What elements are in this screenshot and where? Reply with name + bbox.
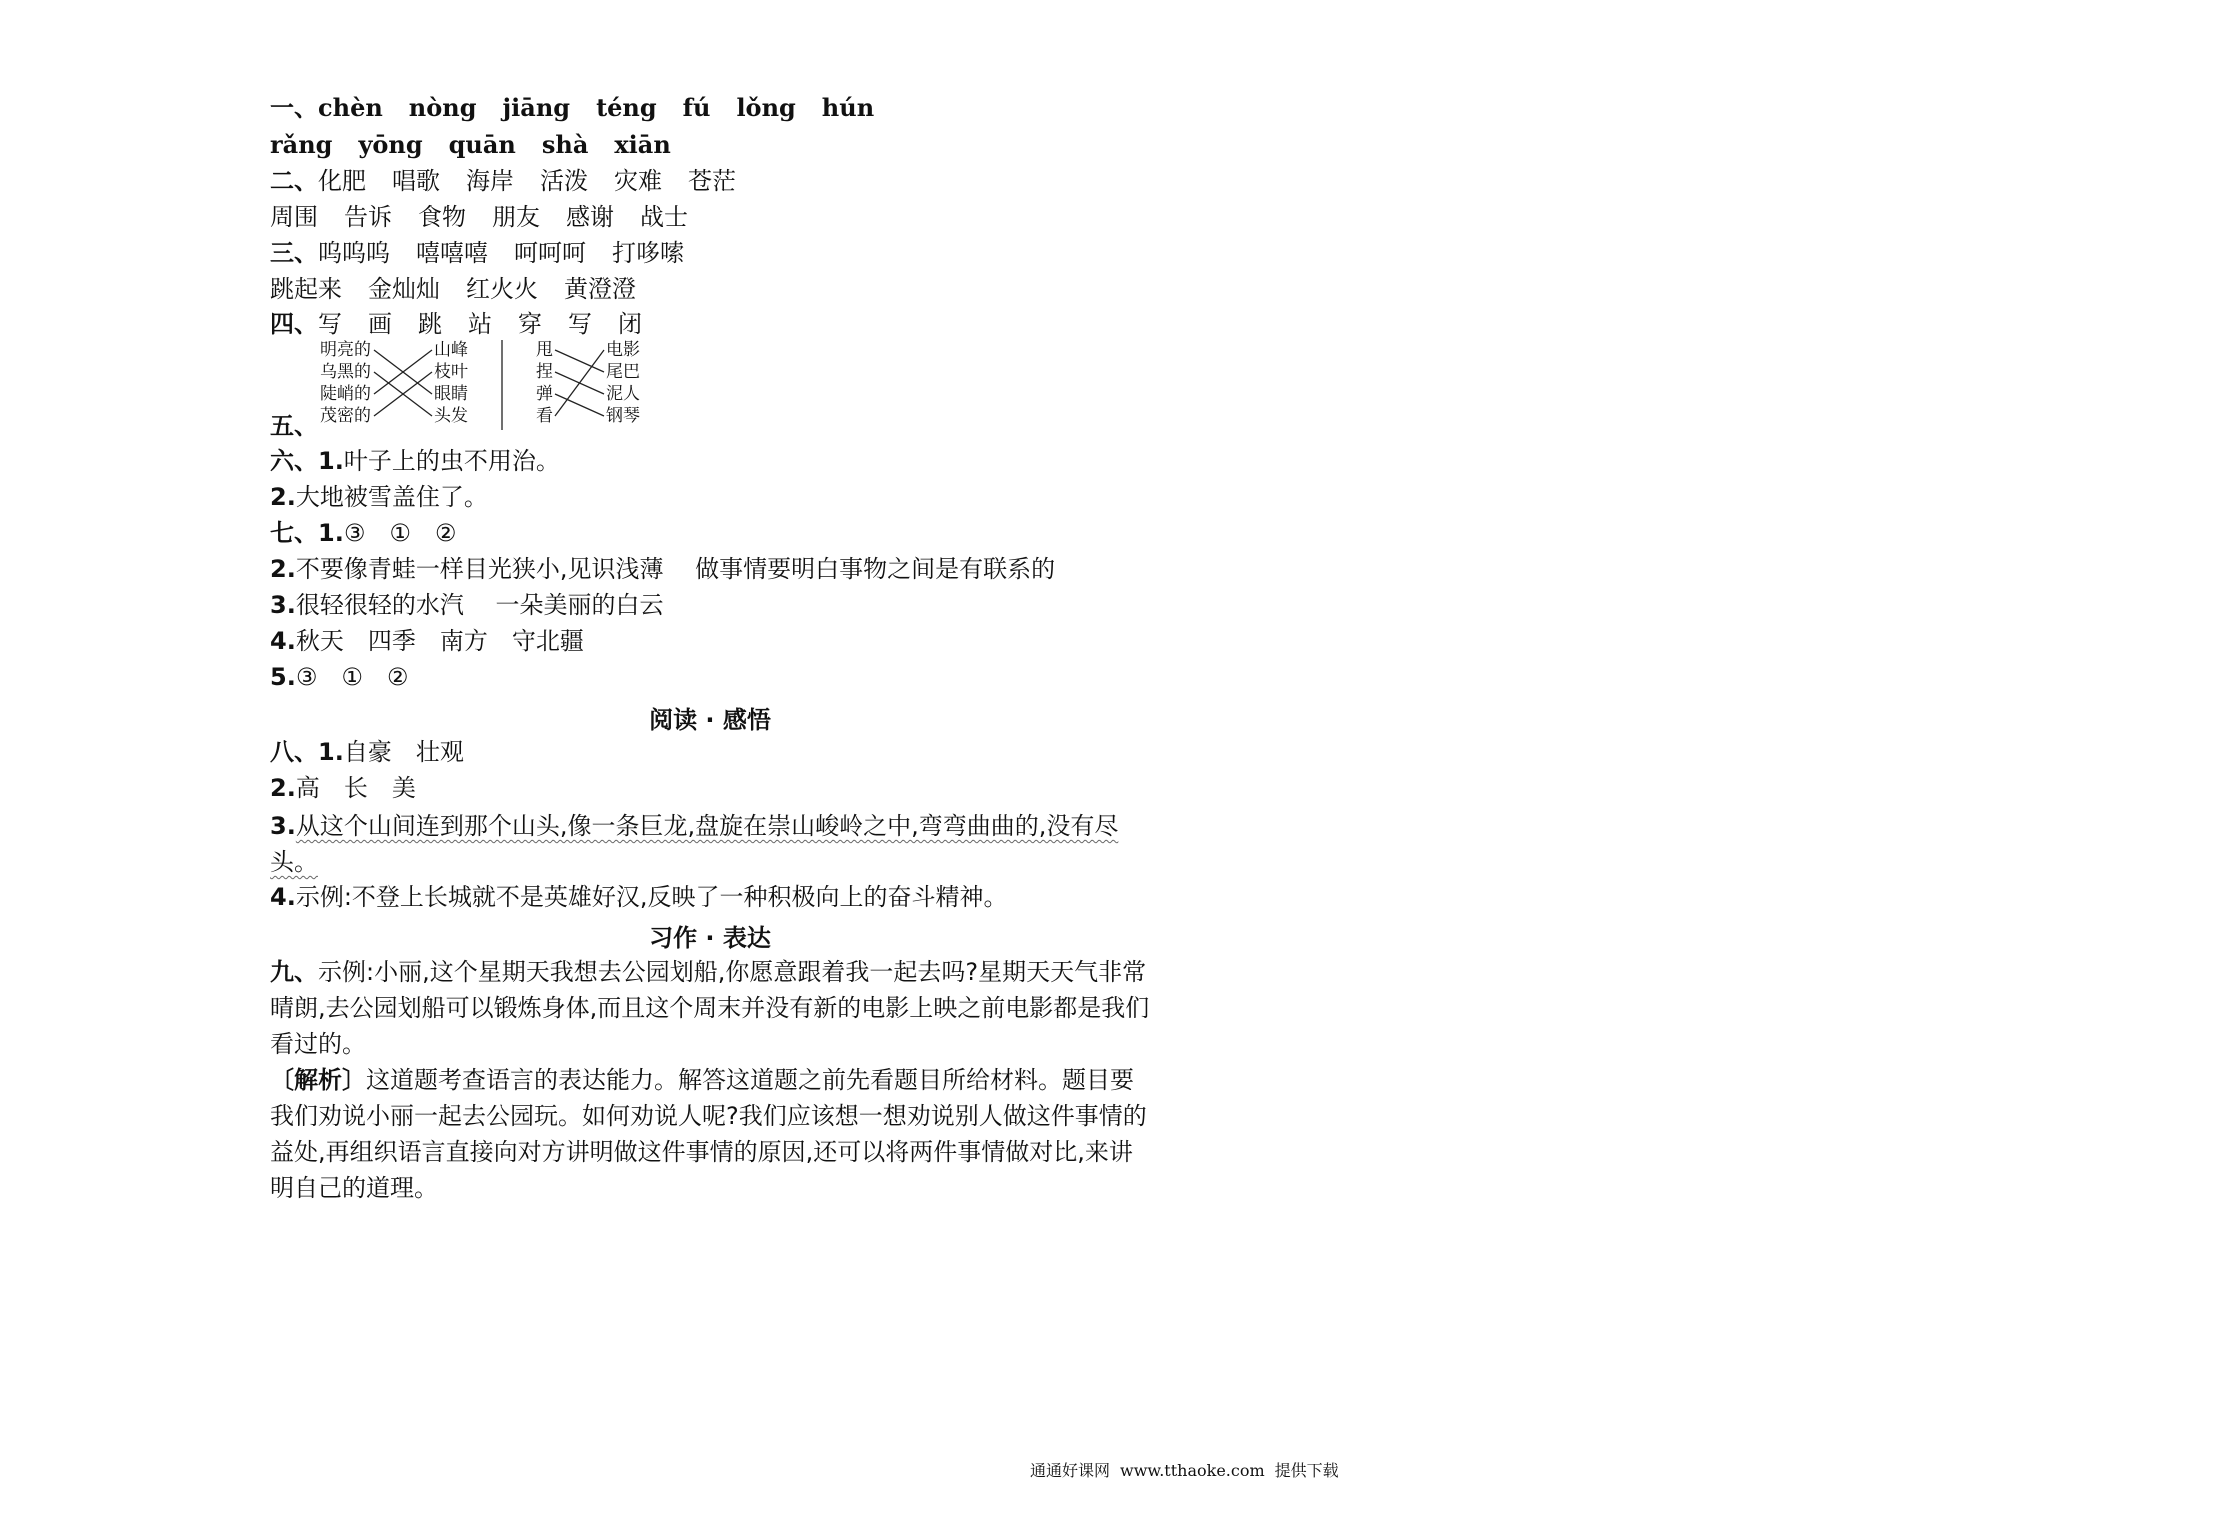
pinyin-item: chèn — [318, 93, 383, 122]
char-item: 写 — [318, 310, 342, 338]
noun-item: 枝叶 — [434, 362, 468, 382]
item-text: 秋天 四季 南方 守北疆 — [295, 627, 584, 655]
sec4-label: 四、 — [270, 310, 318, 338]
sec9-analysis — [270, 1062, 1150, 1206]
sec7-item4 — [270, 626, 1150, 656]
sec9-example — [270, 954, 1150, 1062]
word-item: 海岸 — [466, 167, 514, 195]
pinyin-item: téng — [596, 93, 657, 122]
word-item: 打哆嗦 — [612, 239, 684, 267]
object-item: 泥人 — [606, 384, 640, 404]
sec2-row2 — [270, 202, 1150, 232]
sec6-item1 — [270, 446, 1150, 476]
item-text: 不要像青蛙一样目光狭小,见识浅薄 做事情要明白事物之间是有联系的 — [295, 555, 1056, 583]
pinyin-item: yōng — [358, 130, 423, 159]
sec6-label: 六、 — [270, 447, 318, 475]
char-item: 穿 — [518, 310, 542, 338]
pinyin-item: rǎng — [270, 130, 333, 159]
sec8-item3 — [270, 808, 1150, 880]
sec1-label: 一、 — [270, 94, 318, 122]
char-item: 闭 — [618, 310, 642, 338]
sec5-matching — [270, 336, 690, 438]
item-num: 4. — [270, 883, 296, 911]
word-item: 跳起来 — [270, 275, 342, 303]
word-item: 感谢 — [566, 203, 614, 231]
object-item: 尾巴 — [606, 362, 640, 382]
adj-item: 乌黑的 — [320, 362, 371, 382]
item-text: 示例:不登上长城就不是英雄好汉,反映了一种积极向上的奋斗精神。 — [295, 883, 1008, 911]
footer-tail: 提供下载 — [1274, 1461, 1339, 1480]
sec6-item2 — [270, 482, 1150, 512]
item-num: 3. — [270, 591, 296, 619]
sec9-text: 示例:小丽,这个星期天我想去公园划船,你愿意跟着我一起去吗?星期天天气非常晴朗,去公园划船可以锻炼身体,而且这个周末并没有新的电影上映之前电影都是我们看过的。 — [270, 958, 1150, 1058]
pinyin-item: fú — [682, 93, 711, 122]
object-item: 电影 — [606, 340, 640, 360]
sec1-row1 — [270, 93, 1150, 123]
word-item: 化肥 — [318, 167, 366, 195]
matching-lines — [270, 336, 690, 438]
word-item: 活泼 — [540, 167, 588, 195]
heading-reading: 阅读 · 感悟 — [649, 706, 771, 734]
noun-item: 眼睛 — [434, 384, 468, 404]
footer-site-name: 通通好课网 — [1030, 1461, 1111, 1480]
word-item: 周围 — [270, 203, 318, 231]
item-text: ③ ① ② — [343, 519, 457, 547]
sec1-row2 — [270, 130, 1150, 160]
analysis-label: 〔解析〕 — [270, 1066, 366, 1094]
pinyin-item: hún — [821, 93, 875, 122]
word-item: 苍茫 — [688, 167, 736, 195]
item-text: 很轻很轻的水汽 一朵美丽的白云 — [295, 591, 664, 619]
sec2-label: 二、 — [270, 167, 318, 195]
pinyin-item: lǒng — [736, 93, 796, 122]
noun-item: 山峰 — [434, 340, 468, 360]
sec7-item2 — [270, 554, 1150, 584]
pinyin-item: shà — [541, 130, 589, 159]
word-item: 灾难 — [614, 167, 662, 195]
sec3-row1 — [270, 238, 1150, 268]
word-item: 告诉 — [344, 203, 392, 231]
word-item: 黄澄澄 — [564, 275, 636, 303]
sec8-item4 — [270, 882, 1150, 912]
verb-item: 看 — [536, 406, 553, 426]
sec3-label: 三、 — [270, 239, 318, 267]
word-item: 呵呵呵 — [514, 239, 586, 267]
item-num: 4. — [270, 627, 296, 655]
item-text: 叶子上的虫不用治。 — [343, 447, 560, 475]
sec7-label: 七、 — [270, 519, 318, 547]
sec9-label: 九、 — [270, 958, 318, 986]
match-line — [555, 350, 604, 416]
object-item: 钢琴 — [606, 406, 640, 426]
sec7-item3 — [270, 590, 1150, 620]
word-item: 金灿灿 — [368, 275, 440, 303]
item-text: 高 长 美 — [295, 774, 416, 802]
word-item: 朋友 — [492, 203, 540, 231]
item-text: 自豪 壮观 — [343, 738, 464, 766]
word-item: 红火火 — [466, 275, 538, 303]
footer-url[interactable]: www.tthaoke.com — [1120, 1461, 1265, 1480]
noun-item: 头发 — [434, 406, 468, 426]
char-item: 写 — [568, 310, 592, 338]
word-item: 呜呜呜 — [318, 239, 390, 267]
pinyin-item: xiān — [614, 130, 671, 159]
word-item: 食物 — [418, 203, 466, 231]
word-item: 战士 — [640, 203, 688, 231]
char-item: 画 — [368, 310, 392, 338]
sec7-item1 — [270, 518, 1150, 548]
item-text: ③ ① ② — [295, 663, 409, 691]
item-num: 1. — [318, 738, 344, 766]
heading-writing: 习作 · 表达 — [649, 924, 771, 952]
char-item: 站 — [468, 310, 492, 338]
verb-item: 捏 — [536, 362, 553, 382]
item-text: 从这个山间连到那个山头,像一条巨龙,盘旋在崇山峻岭之中,弯弯曲曲的,没有尽头。 — [270, 812, 1119, 876]
sec4-row — [270, 309, 1150, 339]
pinyin-item: nòng — [408, 93, 477, 122]
item-num: 3. — [270, 812, 296, 840]
adj-item: 茂密的 — [320, 406, 371, 426]
sec8-label: 八、 — [270, 738, 318, 766]
word-item: 嘻嘻嘻 — [416, 239, 488, 267]
sec2-row1 — [270, 166, 1150, 196]
sec3-row2 — [270, 274, 1150, 304]
verb-item: 弹 — [536, 384, 553, 404]
pinyin-item: jiāng — [502, 93, 571, 122]
analysis-text: 这道题考查语言的表达能力。解答这道题之前先看题目所给材料。题目要我们劝说小丽一起去公园玩。如何劝说人呢?我们应该想一想劝说别人做这件事情的益处,再组织语言直接向对方讲明做这件事情的原因,还可以将两件事情做对比,来讲明自己的道理。 — [270, 1066, 1147, 1202]
item-num: 5. — [270, 663, 296, 691]
char-item: 跳 — [418, 310, 442, 338]
item-num: 1. — [318, 519, 344, 547]
item-num: 2. — [270, 774, 296, 802]
sec7-item5 — [270, 662, 1150, 692]
item-text: 大地被雪盖住了。 — [295, 483, 488, 511]
sec8-item1 — [270, 737, 1150, 767]
verb-item: 甩 — [536, 340, 553, 360]
item-num: 1. — [318, 447, 344, 475]
match-line — [555, 394, 604, 416]
sec5-label: 五、 — [270, 412, 318, 440]
pinyin-item: quān — [448, 130, 516, 159]
item-num: 2. — [270, 555, 296, 583]
adj-item: 明亮的 — [320, 340, 371, 360]
adj-item: 陡峭的 — [320, 384, 371, 404]
page-footer — [1030, 1458, 1349, 1481]
word-item: 唱歌 — [392, 167, 440, 195]
sec8-item2 — [270, 773, 1150, 803]
match-line — [555, 350, 604, 372]
item-num: 2. — [270, 483, 296, 511]
